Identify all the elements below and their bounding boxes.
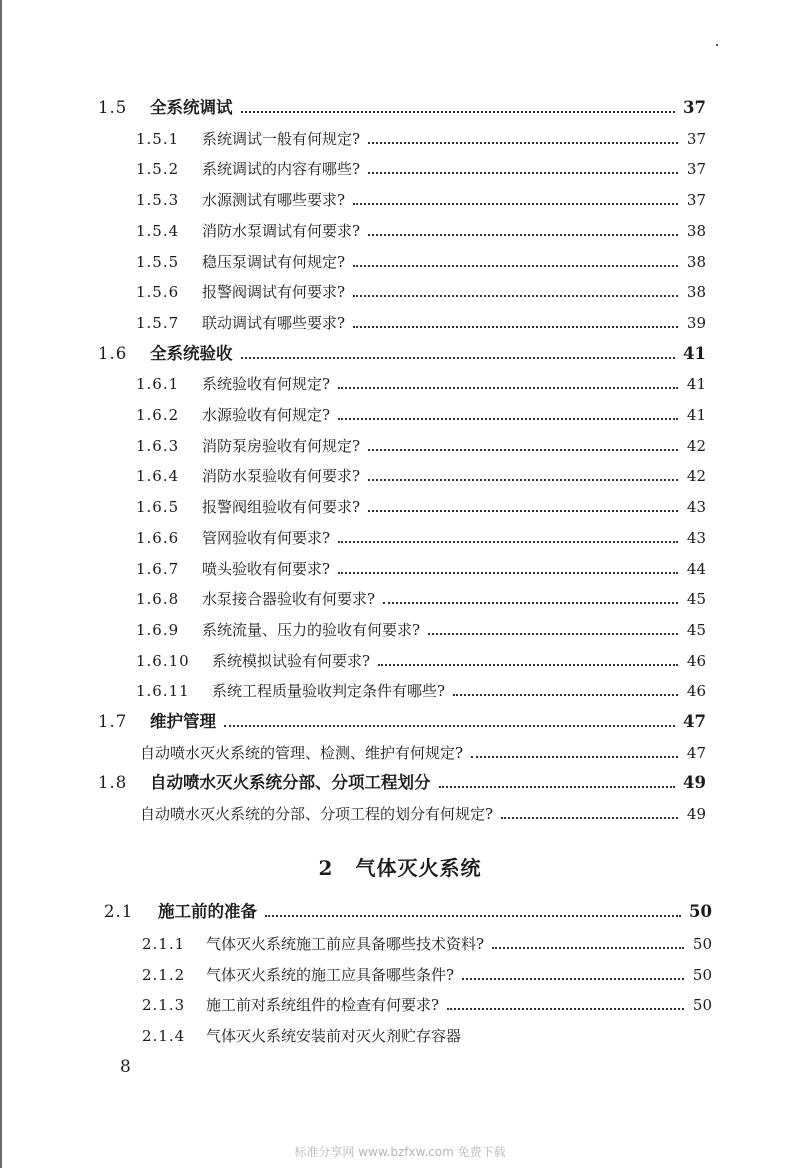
- toc-entry-page: 50: [692, 935, 712, 953]
- toc-subsection-entry: [136, 430, 706, 456]
- dot-leader: [368, 449, 678, 451]
- toc-entry-page: 47: [683, 712, 706, 731]
- dot-leader: [241, 111, 676, 113]
- toc-entry-title: 系统工程质量验收判定条件有哪些?: [212, 682, 446, 701]
- toc-subsection-entry: [136, 215, 706, 241]
- toc-subsection-entry: [136, 460, 706, 486]
- toc-entry-page: 37: [686, 160, 706, 179]
- watermark: 标准分享网 www.bzfxw.com 免费下载: [294, 1145, 506, 1159]
- page-edge: [0, 0, 2, 1168]
- toc-entry-page: 49: [686, 805, 706, 824]
- toc-entry-title: 气体灭火系统的施工应具备哪些条件?: [206, 966, 455, 984]
- scan-speck: [716, 44, 718, 46]
- toc-entry-page: 50: [692, 966, 712, 984]
- toc-subsection-entry: [136, 491, 706, 517]
- toc-entry-title: 施工前的准备: [158, 902, 257, 921]
- page-number: 8: [120, 1057, 131, 1077]
- dot-leader: [368, 172, 678, 174]
- toc-entry-number: 1.6.6: [136, 528, 180, 547]
- dot-leader: [338, 572, 678, 574]
- toc-entry-page: 38: [686, 283, 706, 302]
- toc-subsection-entry: [136, 184, 706, 210]
- toc-entry-number: 1.5.5: [136, 252, 180, 271]
- toc-entry-page: 47: [686, 743, 706, 762]
- toc-entry-page: 41: [683, 343, 706, 363]
- toc-entry-number: 1.6.11: [136, 682, 190, 701]
- dot-leader: [353, 203, 678, 205]
- toc-entry-title: 消防泵房验收有何规定?: [202, 436, 361, 455]
- toc-entry-title: 喷头验收有何要求?: [202, 559, 331, 578]
- dot-leader: [368, 234, 678, 236]
- toc-subsection-entry: [136, 153, 706, 179]
- toc-subsection-entry: [142, 989, 712, 1015]
- toc-section-entry: [98, 92, 706, 118]
- toc-entry-number: 2.1.1: [142, 935, 186, 953]
- dot-leader: [462, 978, 684, 980]
- toc-entry-number: 1.5.3: [136, 191, 180, 210]
- toc-entry-number: 1.5.4: [136, 221, 180, 240]
- toc-entry-page: 50: [689, 902, 712, 921]
- toc-entry-title: 稳压泵调试有何规定?: [202, 252, 346, 271]
- toc-entry-title: 气体灭火系统安装前对灭火剂贮存容器: [206, 1027, 462, 1045]
- toc-entry-title: 系统模拟试验有何要求?: [212, 651, 371, 670]
- toc-entry-title: 消防水泵验收有何要求?: [202, 467, 361, 486]
- dot-leader: [368, 142, 678, 144]
- toc-subsection-entry: [136, 307, 706, 333]
- toc-subsection-entry: [142, 959, 712, 985]
- toc-entry-page: 43: [686, 498, 706, 517]
- toc-subsection-entry: [140, 737, 706, 763]
- toc-entry-number: 1.5.1: [136, 129, 180, 148]
- toc-entry-number: 2.1: [104, 902, 134, 921]
- toc-entry-title: 系统调试一般有何规定?: [202, 129, 361, 148]
- toc-entry-number: 1.5.7: [136, 313, 180, 332]
- toc-entry-title: 自动喷水灭火系统分部、分项工程划分: [150, 773, 431, 793]
- toc-entry-page: 37: [686, 191, 706, 210]
- toc-entry-title: 水源验收有何规定?: [202, 406, 331, 424]
- toc-entry-page: 43: [686, 528, 706, 547]
- toc-section-entry: [98, 706, 706, 732]
- toc-entry-page: 50: [692, 996, 712, 1014]
- toc-entry-number: 1.6.5: [136, 498, 180, 517]
- toc-subsection-entry: [136, 614, 706, 640]
- toc-entry-title: 水泵接合器验收有何要求?: [202, 590, 376, 609]
- toc-subsection-entry: [140, 798, 706, 824]
- toc-subsection-entry: [136, 553, 706, 579]
- toc-entry-title: 自动喷水灭火系统的管理、检测、维护有何规定?: [140, 743, 464, 762]
- dot-leader: [338, 387, 678, 389]
- toc-entry-number: 2.1.4: [142, 1027, 186, 1045]
- toc-entry-title: 施工前对系统组件的检查有何要求?: [206, 996, 440, 1014]
- toc-entry-page: 42: [686, 436, 706, 455]
- toc-entry-number: 1.6.8: [136, 590, 180, 609]
- toc-entry-title: 系统流量、压力的验收有何要求?: [202, 620, 421, 639]
- dot-leader: [453, 694, 678, 696]
- toc-entry-title: 维护管理: [150, 712, 216, 731]
- toc-entry-number: 1.6: [98, 343, 128, 363]
- dot-leader: [428, 633, 678, 635]
- toc-subsection-entry: [136, 583, 706, 609]
- chapter-title: 气体灭火系统: [355, 856, 482, 880]
- toc-entry-title: 气体灭火系统施工前应具备哪些技术资料?: [206, 935, 485, 953]
- toc-entry-title: 管网验收有何要求?: [202, 528, 331, 547]
- toc-entry-page: 41: [686, 406, 706, 424]
- dot-leader: [338, 541, 678, 543]
- toc-entry-number: 1.6.1: [136, 375, 180, 394]
- toc-entry-title: 系统验收有何规定?: [202, 375, 331, 394]
- chapter-heading: [0, 852, 800, 881]
- dot-leader: [353, 295, 678, 297]
- toc-entry-page: 41: [686, 375, 706, 394]
- dot-leader: [368, 479, 678, 481]
- toc-entry-page: 46: [686, 651, 706, 670]
- toc-entry-number: 1.6.9: [136, 620, 180, 639]
- chapter-number: 2: [318, 856, 334, 880]
- toc-entry-number: 1.7: [98, 712, 128, 731]
- toc-entry-title: 消防水泵调试有何要求?: [202, 221, 361, 240]
- toc-entry-page: 39: [686, 313, 706, 332]
- toc-entry-title: 自动喷水灭火系统的分部、分项工程的划分有何规定?: [140, 805, 494, 824]
- toc-entry-number: 1.6.3: [136, 436, 180, 455]
- toc-entry-title: 报警阀组验收有何要求?: [202, 498, 361, 517]
- toc-section-entry: [98, 767, 706, 793]
- toc-section-entry: [104, 896, 712, 922]
- toc-entry-page: 46: [686, 682, 706, 701]
- toc-entry-title: 全系统验收: [150, 343, 233, 363]
- dot-leader: [224, 725, 675, 727]
- toc-entry-title: 全系统调试: [150, 98, 233, 117]
- toc-entry-number: 1.6.4: [136, 467, 180, 486]
- toc-subsection-entry: [142, 1020, 712, 1046]
- toc-entry-number: 1.5.6: [136, 283, 180, 302]
- toc-entry-title: 报警阀调试有何要求?: [202, 283, 346, 302]
- toc-entry-number: 1.5: [98, 98, 128, 117]
- toc-section-entry: [98, 338, 706, 364]
- toc-entry-page: 44: [686, 559, 706, 578]
- toc-subsection-entry: [136, 123, 706, 149]
- toc-entry-title: 系统调试的内容有哪些?: [202, 160, 361, 179]
- toc-entry-number: 2.1.3: [142, 996, 186, 1014]
- dot-leader: [439, 786, 676, 788]
- toc-subsection-entry: [136, 645, 706, 671]
- dot-leader: [378, 664, 678, 666]
- toc-entry-page: 49: [683, 773, 706, 793]
- toc-subsection-entry: [136, 368, 706, 394]
- toc-entry-number: 1.6.2: [136, 406, 180, 424]
- dot-leader: [492, 947, 684, 949]
- toc-entry-page: 37: [686, 129, 706, 148]
- toc-subsection-entry: [136, 675, 706, 701]
- toc-entry-number: 1.6.10: [136, 651, 190, 670]
- dot-leader: [471, 756, 678, 758]
- dot-leader: [353, 265, 678, 267]
- dot-leader: [501, 817, 678, 819]
- toc-subsection-entry: [136, 399, 706, 425]
- toc-entry-number: 1.5.2: [136, 160, 180, 179]
- dot-leader: [383, 602, 678, 604]
- toc-entry-page: 45: [686, 590, 706, 609]
- toc-subsection-entry: [136, 246, 706, 272]
- toc-entry-number: 1.6.7: [136, 559, 180, 578]
- dot-leader: [241, 357, 676, 359]
- toc-entry-page: 38: [686, 252, 706, 271]
- dot-leader: [338, 418, 678, 420]
- toc-subsection-entry: [142, 928, 712, 954]
- toc-entry-page: 42: [686, 467, 706, 486]
- toc-subsection-entry: [136, 522, 706, 548]
- toc-entry-page: 38: [686, 221, 706, 240]
- toc-entry-number: 1.8: [98, 773, 128, 793]
- dot-leader: [368, 510, 678, 512]
- toc-entry-page: 37: [683, 98, 706, 117]
- toc-subsection-entry: [136, 276, 706, 302]
- toc-entry-title: 水源测试有哪些要求?: [202, 191, 346, 210]
- dot-leader: [353, 326, 678, 328]
- dot-leader: [265, 915, 681, 917]
- toc-entry-number: 2.1.2: [142, 966, 186, 984]
- toc-entry-page: 45: [686, 620, 706, 639]
- toc-entry-title: 联动调试有哪些要求?: [202, 313, 346, 332]
- dot-leader: [447, 1008, 684, 1010]
